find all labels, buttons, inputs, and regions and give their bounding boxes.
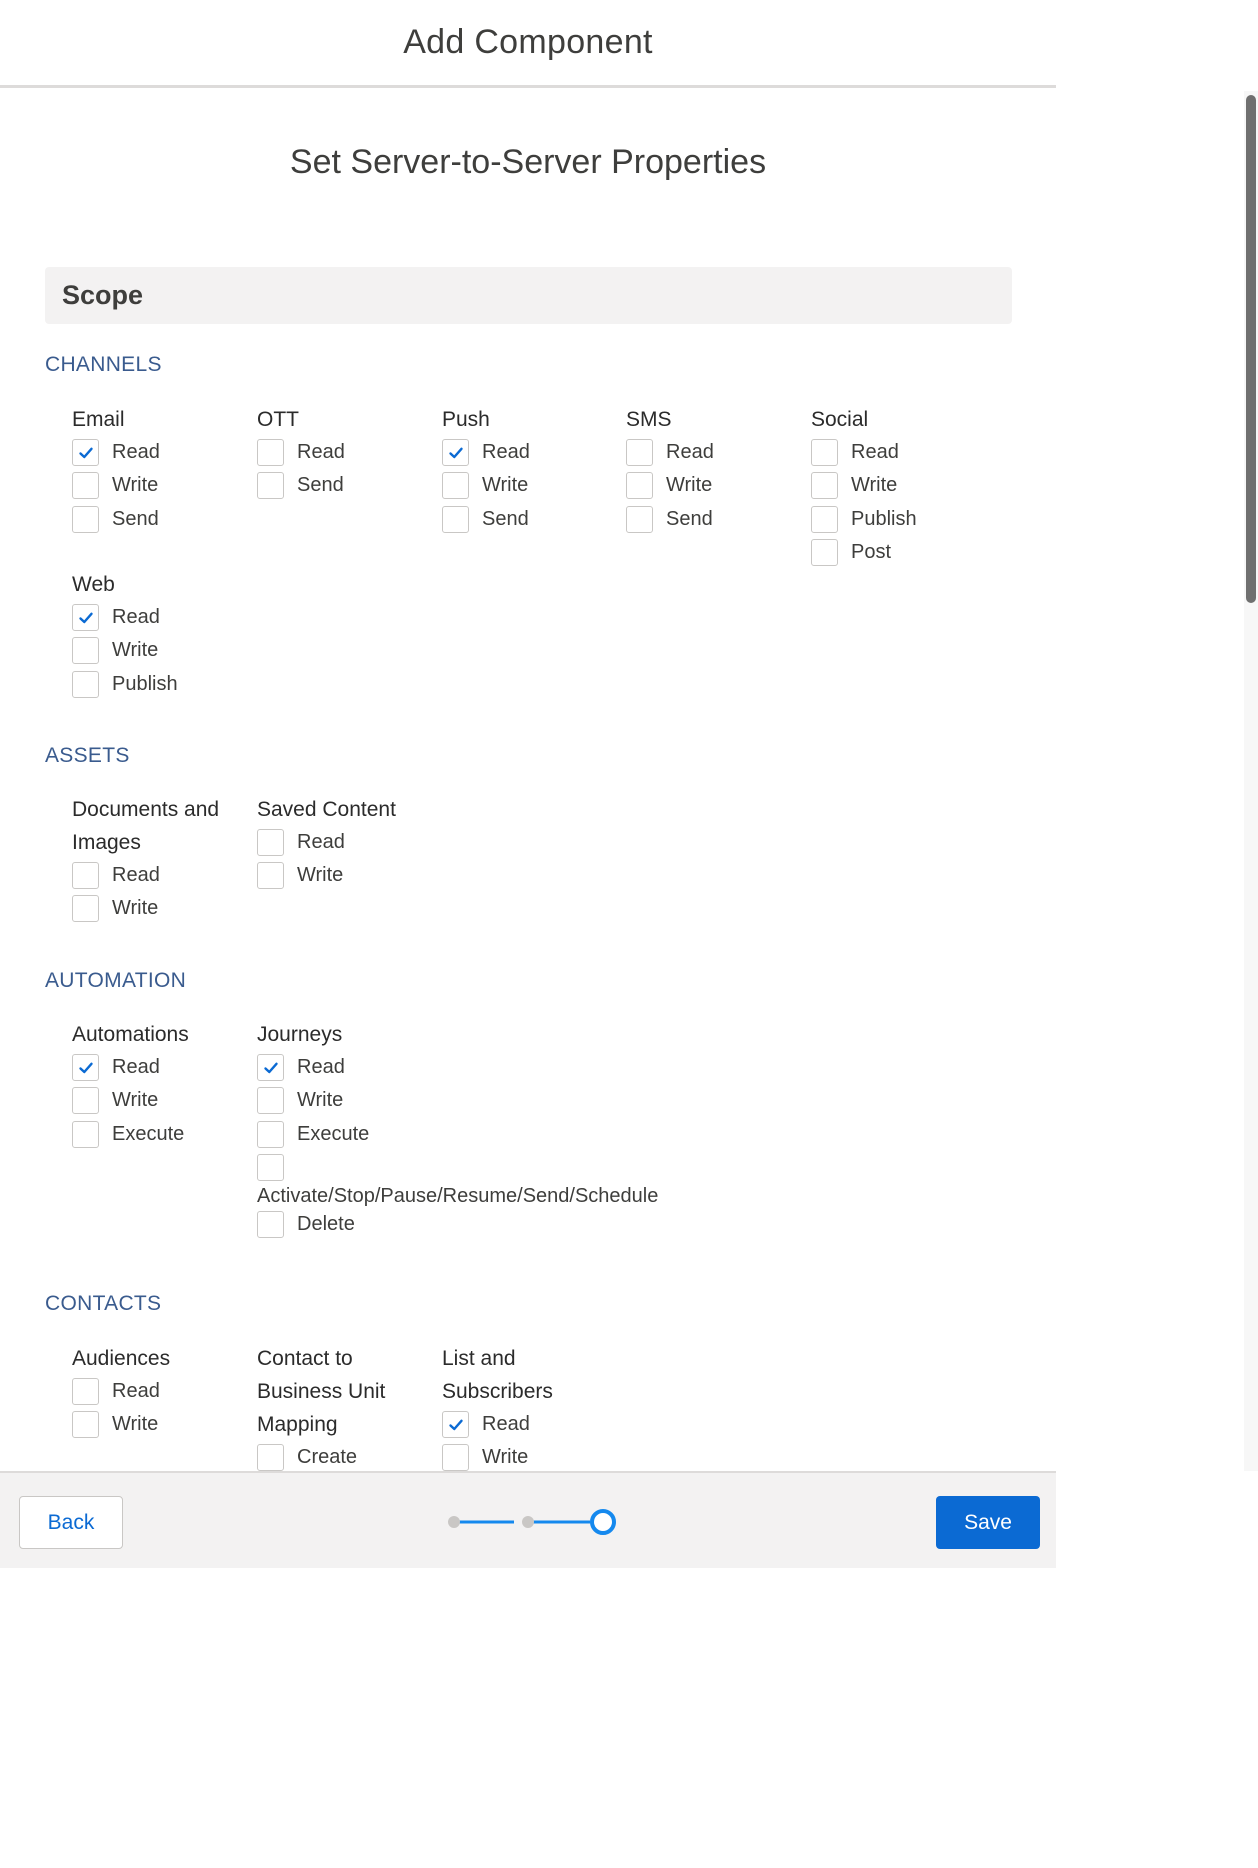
checkbox-label: Read — [112, 606, 160, 629]
group-email — [72, 403, 252, 536]
group-title: Audiences — [72, 1347, 171, 1370]
group-title-line-2: Subscribers — [442, 1380, 553, 1403]
checkbox-unchecked[interactable] — [72, 1087, 99, 1114]
progress-step-1 — [448, 1516, 460, 1528]
checkbox-unchecked[interactable] — [257, 829, 284, 856]
checkmark-icon — [78, 445, 94, 461]
group-title: SMS — [626, 408, 672, 431]
section-title-assets: ASSETS — [45, 744, 130, 767]
checkbox-push-write[interactable] — [442, 469, 622, 502]
checkbox-checked[interactable] — [72, 1054, 99, 1081]
checkbox-unchecked[interactable] — [626, 472, 653, 499]
checkbox-label: Post — [851, 541, 892, 564]
checkbox-label: Write — [482, 1446, 529, 1469]
page-subtitle: Set Server-to-Server Properties — [289, 143, 767, 181]
checkbox-checked[interactable] — [72, 439, 99, 466]
checkbox-unchecked[interactable] — [72, 671, 99, 698]
scrollbar-thumb[interactable] — [1246, 95, 1256, 603]
checkbox-unchecked[interactable] — [257, 1444, 284, 1471]
checkbox-unchecked[interactable] — [257, 862, 284, 889]
checkbox-web-read[interactable] — [72, 601, 252, 634]
checkbox-unchecked[interactable] — [811, 439, 838, 466]
checkbox-unchecked[interactable] — [811, 472, 838, 499]
checkbox-documents-write[interactable] — [72, 892, 257, 925]
checkbox-journeys-activate-stop-pause-resume-send-schedule[interactable] — [257, 1154, 717, 1208]
checkbox-social-publish[interactable] — [811, 503, 991, 536]
checkbox-unchecked[interactable] — [257, 472, 284, 499]
modal-footer — [0, 1471, 1056, 1568]
checkbox-unchecked[interactable] — [72, 637, 99, 664]
save-button[interactable]: Save — [936, 1496, 1040, 1549]
checkbox-social-write[interactable] — [811, 469, 991, 502]
group-sms — [626, 403, 806, 536]
checkbox-unchecked[interactable] — [72, 506, 99, 533]
checkbox-label: Read — [851, 441, 899, 464]
checkbox-journeys-read[interactable] — [257, 1051, 717, 1084]
checkbox-sms-write[interactable] — [626, 469, 806, 502]
checkbox-label: Write — [666, 474, 713, 497]
group-audiences — [72, 1342, 252, 1442]
group-journeys — [257, 1018, 717, 1241]
section-title-automation: AUTOMATION — [45, 969, 187, 992]
checkbox-unchecked[interactable] — [442, 472, 469, 499]
checkbox-checked[interactable] — [72, 604, 99, 631]
checkbox-label: Write — [297, 864, 344, 887]
checkbox-unchecked[interactable] — [257, 439, 284, 466]
checkbox-sms-read[interactable] — [626, 436, 806, 469]
group-title-line-2: Images — [72, 831, 141, 854]
checkbox-automations-write[interactable] — [72, 1084, 252, 1117]
checkbox-email-read[interactable] — [72, 436, 252, 469]
scrollbar[interactable] — [1244, 91, 1258, 1471]
group-title: OTT — [257, 408, 299, 431]
checkbox-ott-read[interactable] — [257, 436, 437, 469]
checkbox-audiences-read[interactable] — [72, 1375, 252, 1408]
group-title-line-2: Business Unit — [257, 1380, 386, 1403]
modal-body — [0, 91, 1056, 1471]
checkbox-unchecked[interactable] — [442, 1444, 469, 1471]
checkmark-icon — [78, 1060, 94, 1076]
checkmark-icon — [78, 610, 94, 626]
checkbox-journeys-delete[interactable] — [257, 1208, 717, 1241]
checkbox-unchecked[interactable] — [72, 1378, 99, 1405]
checkbox-unchecked[interactable] — [257, 1121, 284, 1148]
checkmark-icon — [263, 1060, 279, 1076]
checkbox-label: Publish — [112, 672, 178, 695]
checkbox-label: Execute — [112, 1122, 185, 1145]
checkbox-unchecked[interactable] — [72, 862, 99, 889]
group-push — [442, 403, 622, 536]
checkbox-ott-send[interactable] — [257, 469, 437, 502]
checkbox-label: Read — [112, 441, 160, 464]
group-contact-bu-mapping — [257, 1342, 437, 1471]
modal-header — [0, 0, 1056, 88]
checkbox-email-send[interactable] — [72, 503, 252, 536]
checkbox-label: Send — [666, 507, 713, 530]
checkbox-label: Read — [112, 1380, 160, 1403]
progress-indicator — [440, 1509, 630, 1535]
scope-label: Scope — [62, 280, 144, 310]
checkbox-label: Read — [112, 864, 160, 887]
checkbox-unchecked[interactable] — [72, 1121, 99, 1148]
checkbox-label: Send — [482, 507, 529, 530]
group-list-subscribers — [442, 1342, 622, 1471]
checkbox-label: Read — [297, 441, 345, 464]
group-automations — [72, 1018, 252, 1151]
checkbox-push-read[interactable] — [442, 436, 622, 469]
group-title: Saved Content — [257, 798, 396, 821]
checkbox-unchecked[interactable] — [811, 506, 838, 533]
checkbox-social-read[interactable] — [811, 436, 991, 469]
checkbox-unchecked[interactable] — [257, 1211, 284, 1238]
group-saved-content — [257, 793, 437, 893]
checkbox-label: Read — [112, 1056, 160, 1079]
checkbox-label: Read — [482, 1413, 530, 1436]
group-title: Journeys — [257, 1023, 343, 1046]
group-title-line-1: List and — [442, 1347, 516, 1370]
checkbox-label: Execute — [297, 1122, 370, 1145]
checkbox-web-publish[interactable] — [72, 668, 252, 701]
group-documents-images — [72, 793, 257, 926]
checkbox-checked[interactable] — [257, 1054, 284, 1081]
checkbox-label: Delete — [297, 1213, 355, 1236]
checkbox-label: Send — [297, 474, 344, 497]
checkbox-unchecked[interactable] — [257, 1087, 284, 1114]
checkbox-social-post[interactable] — [811, 536, 991, 569]
group-social — [811, 403, 991, 569]
group-title: Email — [72, 408, 125, 431]
checkbox-push-send[interactable] — [442, 503, 622, 536]
group-title-line-1: Contact to — [257, 1347, 353, 1370]
checkmark-icon — [448, 1417, 464, 1433]
checkbox-list_subscribers-read[interactable] — [442, 1408, 622, 1441]
checkbox-list_subscribers-write[interactable] — [442, 1441, 622, 1471]
section-title-channels: CHANNELS — [45, 353, 162, 376]
group-title: Automations — [72, 1023, 189, 1046]
group-title-line-3: Mapping — [257, 1413, 338, 1436]
group-ott — [257, 403, 437, 503]
checkbox-label: Write — [482, 474, 529, 497]
checkbox-label: Read — [297, 1056, 345, 1079]
checkbox-unchecked[interactable] — [442, 506, 469, 533]
checkbox-web-write[interactable] — [72, 634, 252, 667]
checkbox-unchecked[interactable] — [72, 472, 99, 499]
checkbox-unchecked[interactable] — [72, 1411, 99, 1438]
checkbox-label: Write — [112, 639, 159, 662]
checkbox-email-write[interactable] — [72, 469, 252, 502]
checkmark-icon — [448, 445, 464, 461]
checkbox-saved_content-read[interactable] — [257, 826, 437, 859]
section-title-contacts: CONTACTS — [45, 1292, 162, 1315]
checkbox-label: Write — [112, 1089, 159, 1112]
checkbox-label: Create — [297, 1446, 358, 1469]
checkbox-unchecked[interactable] — [626, 439, 653, 466]
group-title: Push — [442, 408, 490, 431]
checkbox-label: Write — [112, 897, 159, 920]
checkbox-label: Publish — [851, 507, 917, 530]
checkbox-automations-execute[interactable] — [72, 1118, 252, 1151]
checkbox-unchecked[interactable] — [626, 506, 653, 533]
modal-title: Add Component — [403, 23, 653, 61]
progress-step-3-center — [598, 1517, 608, 1527]
checkbox-label: Write — [112, 1413, 159, 1436]
checkbox-unchecked[interactable] — [72, 895, 99, 922]
checkbox-label: Write — [297, 1089, 344, 1112]
group-web — [72, 568, 252, 701]
checkbox-checked[interactable] — [442, 1411, 469, 1438]
checkbox-label: Activate/Stop/Pause/Resume/Send/Schedule — [257, 1184, 659, 1207]
checkbox-unchecked[interactable] — [811, 539, 838, 566]
scope-header — [45, 267, 1012, 324]
checkbox-label: Read — [666, 441, 714, 464]
checkbox-saved_content-write[interactable] — [257, 859, 437, 892]
checkbox-automations-read[interactable] — [72, 1051, 252, 1084]
checkbox-label: Read — [297, 831, 345, 854]
checkbox-unchecked[interactable] — [257, 1154, 284, 1181]
back-button[interactable]: Back — [19, 1496, 123, 1549]
checkbox-journeys-write[interactable] — [257, 1084, 717, 1117]
checkbox-contact_bu-create[interactable] — [257, 1441, 437, 1471]
progress-step-2 — [522, 1516, 534, 1528]
checkbox-journeys-execute[interactable] — [257, 1118, 717, 1151]
checkbox-checked[interactable] — [442, 439, 469, 466]
checkbox-label: Write — [112, 474, 159, 497]
checkbox-sms-send[interactable] — [626, 503, 806, 536]
checkbox-label: Write — [851, 474, 898, 497]
group-title-line-1: Documents and — [72, 798, 220, 821]
checkbox-label: Read — [482, 441, 530, 464]
group-title: Web — [72, 573, 115, 596]
group-title: Social — [811, 408, 869, 431]
checkbox-audiences-write[interactable] — [72, 1408, 252, 1441]
checkbox-label: Send — [112, 507, 159, 530]
checkbox-documents-read[interactable] — [72, 859, 257, 892]
